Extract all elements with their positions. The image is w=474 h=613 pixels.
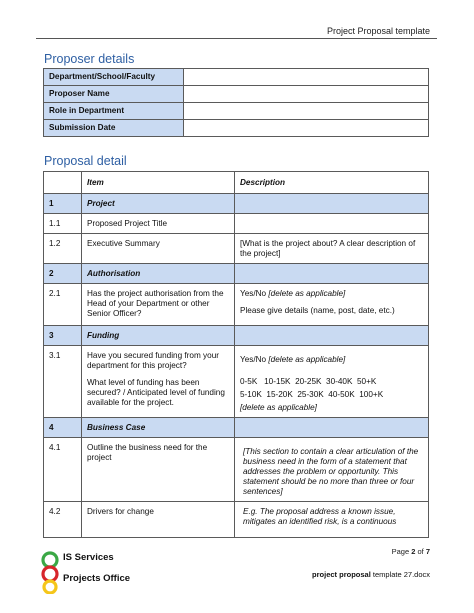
logo-line-2: Projects Office xyxy=(63,573,131,584)
item-number: 1.2 xyxy=(44,234,82,264)
section-number: 4 xyxy=(44,418,82,438)
proposer-details-table xyxy=(43,68,429,137)
section-blank xyxy=(235,194,429,214)
executive-summary-field[interactable]: [What is the project about? A clear description of the project] xyxy=(235,234,429,264)
delete-note: [delete as applicable] xyxy=(268,355,346,364)
item-label: Drivers for change xyxy=(82,502,235,538)
item-number: 4.1 xyxy=(44,438,82,502)
table-row xyxy=(44,234,429,264)
proposer-details-heading: Proposer details xyxy=(44,52,135,66)
section-row-authorisation xyxy=(44,264,429,284)
proposer-name-label: Proposer Name xyxy=(44,86,184,103)
section-number: 1 xyxy=(44,194,82,214)
table-row xyxy=(44,69,429,86)
submission-date-field[interactable] xyxy=(184,120,429,137)
table-row xyxy=(44,284,429,326)
column-header-row xyxy=(44,172,429,194)
item-number: 2.1 xyxy=(44,284,82,326)
delete-note: [delete as applicable] xyxy=(240,403,317,412)
business-need-guidance: [This section to contain a clear articulation of the business need in the form of a statement that addresses the problem or opportunity. This statement should be no more than three or four sentences] xyxy=(243,447,419,496)
funding-range-row-2: 5-10K 15-20K 25-30K 40-50K 100+K xyxy=(240,390,384,399)
file-name-bold: project proposal xyxy=(312,570,371,579)
funding-question: Have you secured funding from your department for this project? xyxy=(87,351,219,370)
page-number xyxy=(392,547,430,556)
proposal-detail-heading: Proposal detail xyxy=(44,154,127,168)
section-row-business-case xyxy=(44,418,429,438)
yes-no-line xyxy=(240,355,423,365)
funding-level-question: What level of funding has been secured? / Anticipated level of funding available for the project. xyxy=(87,378,225,407)
table-row xyxy=(44,438,429,502)
page-of: of xyxy=(415,547,426,556)
proposal-detail-table xyxy=(43,171,429,538)
page-current: 2 xyxy=(411,547,416,556)
role-field[interactable] xyxy=(184,103,429,120)
page-prefix: Page xyxy=(391,547,412,556)
table-row xyxy=(44,103,429,120)
section-blank xyxy=(235,326,429,346)
column-header-description: Description xyxy=(235,172,429,194)
table-row xyxy=(44,86,429,103)
file-name xyxy=(312,570,430,579)
yes-no-text: Yes/No xyxy=(240,355,269,364)
role-label: Role in Department xyxy=(44,103,184,120)
section-row-funding xyxy=(44,326,429,346)
section-title: Business Case xyxy=(82,418,235,438)
section-row-project xyxy=(44,194,429,214)
section-title: Authorisation xyxy=(82,264,235,284)
funding-field[interactable] xyxy=(235,346,429,418)
section-title: Funding xyxy=(82,326,235,346)
section-number: 3 xyxy=(44,326,82,346)
details-prompt: Please give details (name, post, date, etc.) xyxy=(240,306,395,315)
item-number: 3.1 xyxy=(44,346,82,418)
submission-date-label: Submission Date xyxy=(44,120,184,137)
header-divider xyxy=(36,38,437,39)
item-label: Executive Summary xyxy=(82,234,235,264)
department-field[interactable] xyxy=(184,69,429,86)
section-title: Project xyxy=(82,194,235,214)
file-name-rest: template 27.docx xyxy=(370,570,430,579)
document-header-title: Project Proposal template xyxy=(326,26,430,36)
section-number: 2 xyxy=(44,264,82,284)
business-need-field[interactable] xyxy=(235,438,429,502)
drivers-field[interactable] xyxy=(235,502,429,538)
funding-range-row-1: 0-5K 10-15K 20-25K 30-40K 50+K xyxy=(240,377,377,386)
section-blank xyxy=(235,418,429,438)
table-row xyxy=(44,346,429,418)
logo-line-1: IS Services xyxy=(63,552,114,563)
item-number: 1.1 xyxy=(44,214,82,234)
column-header-item: Item xyxy=(82,172,235,194)
item-label: Proposed Project Title xyxy=(82,214,235,234)
authorisation-field[interactable] xyxy=(235,284,429,326)
table-row xyxy=(44,214,429,234)
yes-no-text: Yes/No xyxy=(240,289,269,298)
proposer-name-field[interactable] xyxy=(184,86,429,103)
department-label: Department/School/Faculty xyxy=(44,69,184,86)
table-row xyxy=(44,502,429,538)
table-row xyxy=(44,120,429,137)
delete-note: [delete as applicable] xyxy=(268,289,346,298)
item-number: 4.2 xyxy=(44,502,82,538)
item-label xyxy=(82,346,235,418)
item-label: Outline the business need for the project xyxy=(82,438,235,502)
page-total: 7 xyxy=(425,547,430,556)
item-label: Has the project authorisation from the Head of your Department or other Senior Officer? xyxy=(82,284,235,326)
drivers-guidance: E.g. The proposal address a known issue, mitigates an identified risk, is a continuous xyxy=(243,507,397,526)
column-header-number xyxy=(44,172,82,194)
project-title-field[interactable] xyxy=(235,214,429,234)
section-blank xyxy=(235,264,429,284)
